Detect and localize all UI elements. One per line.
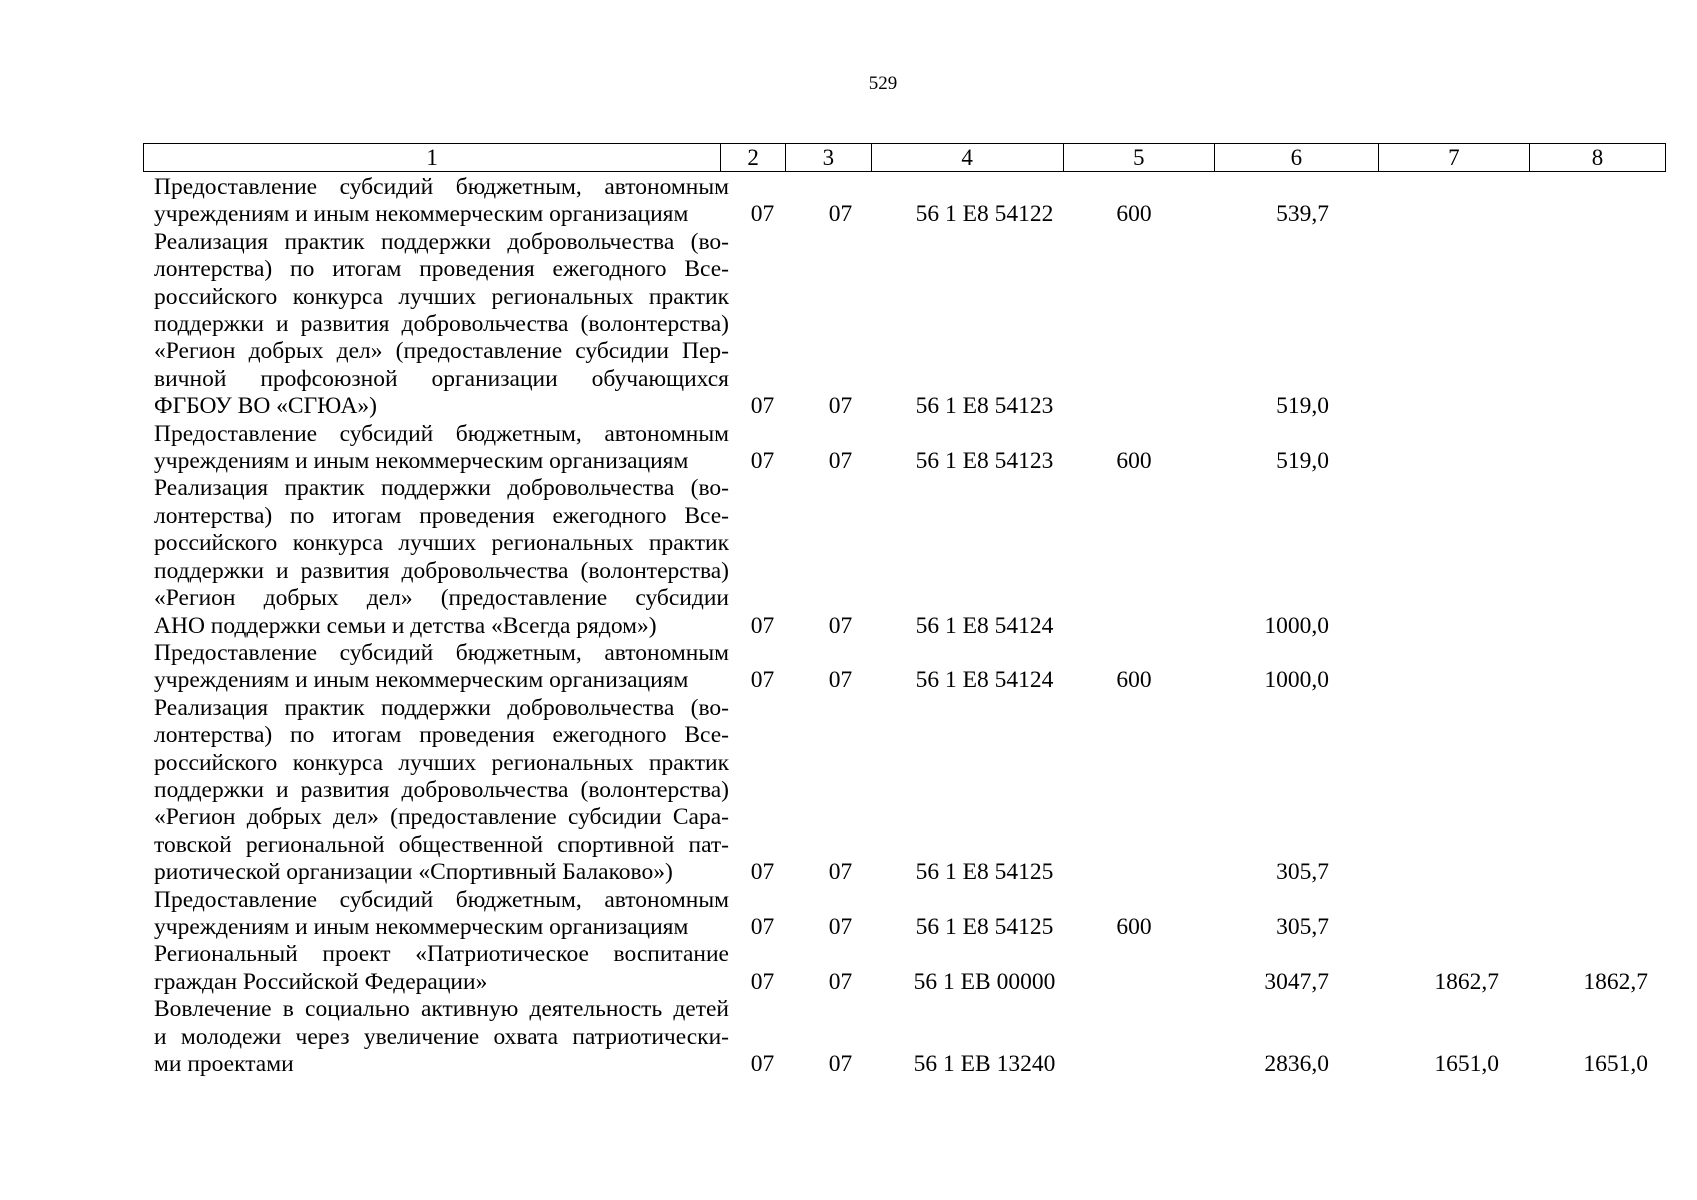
row-col-4: 56 1 E8 54123 xyxy=(915,448,1054,475)
header-col-4: 4 xyxy=(872,144,1064,171)
description-line: поддержки и развития добровольчества (волонтерства) xyxy=(154,557,729,584)
row-description xyxy=(143,887,729,942)
row-col-2: 07 xyxy=(750,913,775,940)
description-line: Реализация практик поддержки добровольчества (во- xyxy=(154,475,729,502)
description-line: Реализация практик поддержки добровольчества (во- xyxy=(154,228,729,255)
row-col-8: 1862,7 xyxy=(1583,968,1648,995)
description-line: Региональный проект «Патриотическое воспитание xyxy=(154,941,729,968)
table-row xyxy=(143,640,1666,695)
row-col-4: 56 1 E8 54124 xyxy=(915,612,1054,639)
row-col-5: 600 xyxy=(1116,913,1152,940)
row-col-4: 56 1 E8 54124 xyxy=(915,667,1054,694)
row-description xyxy=(143,229,729,421)
row-col-2: 07 xyxy=(750,667,775,694)
description-line: АНО поддержки семьи и детства «Всегда рядом») xyxy=(154,612,657,639)
description-line: лонтерства) по итогам проведения ежегодного Все- xyxy=(154,256,729,283)
table-body xyxy=(143,174,1666,1078)
description-line: российского конкурса лучших региональных практик xyxy=(154,283,729,310)
row-col-7: 1651,0 xyxy=(1434,1051,1499,1077)
row-col-2: 07 xyxy=(750,968,775,995)
row-col-2: 07 xyxy=(750,393,775,420)
table-row xyxy=(143,174,1666,229)
row-col-2: 07 xyxy=(750,612,775,639)
table-row xyxy=(143,695,1666,887)
table-row xyxy=(143,996,1666,1078)
row-col-2: 07 xyxy=(750,859,775,886)
description-line: Реализация практик поддержки добровольчества (во- xyxy=(154,694,729,721)
row-col-5: 600 xyxy=(1116,667,1152,694)
description-line: Предоставление субсидий бюджетным, автономным xyxy=(154,886,729,913)
row-col-3: 07 xyxy=(828,968,853,995)
row-col-3: 07 xyxy=(828,612,853,639)
header-col-6: 6 xyxy=(1215,144,1379,171)
row-description xyxy=(143,174,729,229)
row-col-4: 56 1 E8 54122 xyxy=(915,201,1054,228)
row-description xyxy=(143,475,729,639)
row-col-4: 56 1 EB 00000 xyxy=(913,968,1056,995)
description-line: вичной профсоюзной организации обучающихся xyxy=(154,365,729,392)
description-line: российского конкурса лучших региональных практик xyxy=(154,530,729,557)
description-line: поддержки и развития добровольчества (волонтерства) xyxy=(154,311,729,338)
row-col-4: 56 1 E8 54125 xyxy=(915,913,1054,940)
table-row xyxy=(143,941,1666,996)
description-line: «Регион добрых дел» (предоставление субсидии Пер- xyxy=(154,338,729,365)
row-col-8: 1651,0 xyxy=(1583,1051,1648,1077)
row-col-6: 1000,0 xyxy=(1264,612,1329,639)
description-line: Предоставление субсидий бюджетным, автономным xyxy=(154,420,729,447)
row-col-2: 07 xyxy=(750,448,775,475)
description-line: и молодежи через увеличение охвата патриотически- xyxy=(154,1023,729,1050)
table-row xyxy=(143,887,1666,942)
description-line: ми проектами xyxy=(154,1051,294,1077)
description-line: «Регион добрых дел» (предоставление субсидии Сара- xyxy=(154,804,729,831)
row-col-2: 07 xyxy=(750,201,775,228)
row-col-6: 305,7 xyxy=(1276,913,1329,940)
row-col-6: 2836,0 xyxy=(1264,1051,1329,1077)
description-line: Предоставление субсидий бюджетным, автономным xyxy=(154,174,729,200)
description-line: ФГБОУ ВО «СГЮА») xyxy=(154,393,377,420)
table-header xyxy=(143,143,1666,172)
description-line: учреждениям и иным некоммерческим организациям xyxy=(154,667,689,694)
description-line: учреждениям и иным некоммерческим организациям xyxy=(154,913,689,940)
row-description xyxy=(143,421,729,476)
description-line: учреждениям и иным некоммерческим организациям xyxy=(154,201,689,228)
description-line: российского конкурса лучших региональных практик xyxy=(154,749,729,776)
description-line: Вовлечение в социально активную деятельность детей xyxy=(154,996,729,1023)
row-col-5: 600 xyxy=(1116,201,1152,228)
row-col-6: 539,7 xyxy=(1276,201,1329,228)
description-line: «Регион добрых дел» (предоставление субсидии xyxy=(154,585,729,612)
header-col-1: 1 xyxy=(144,144,721,171)
row-col-4: 56 1 E8 54123 xyxy=(915,393,1054,420)
row-col-5: 600 xyxy=(1116,448,1152,475)
row-description xyxy=(143,695,729,887)
description-line: риотической организации «Спортивный Балаково») xyxy=(154,859,673,886)
description-line: лонтерства) по итогам проведения ежегодного Все- xyxy=(154,502,729,529)
row-col-3: 07 xyxy=(828,913,853,940)
row-col-6: 1000,0 xyxy=(1264,667,1329,694)
header-col-5: 5 xyxy=(1064,144,1215,171)
row-col-6: 305,7 xyxy=(1276,859,1329,886)
description-line: учреждениям и иным некоммерческим организациям xyxy=(154,448,689,475)
row-col-2: 07 xyxy=(750,1051,775,1077)
row-description xyxy=(143,996,729,1078)
description-line: граждан Российской Федерации» xyxy=(154,968,488,995)
description-line: поддержки и развития добровольчества (волонтерства) xyxy=(154,776,729,803)
row-col-6: 519,0 xyxy=(1276,393,1329,420)
header-col-3: 3 xyxy=(786,144,872,171)
row-col-3: 07 xyxy=(828,859,853,886)
row-description xyxy=(143,941,729,996)
table-row xyxy=(143,475,1666,639)
header-col-7: 7 xyxy=(1379,144,1530,171)
row-description xyxy=(143,640,729,695)
row-col-6: 519,0 xyxy=(1276,448,1329,475)
table-row xyxy=(143,229,1666,421)
description-line: Предоставление субсидий бюджетным, автономным xyxy=(154,639,729,666)
row-col-4: 56 1 E8 54125 xyxy=(915,859,1054,886)
header-col-2: 2 xyxy=(721,144,786,171)
row-col-3: 07 xyxy=(828,1051,853,1077)
row-col-6: 3047,7 xyxy=(1264,968,1329,995)
row-col-3: 07 xyxy=(828,393,853,420)
description-line: лонтерства) по итогам проведения ежегодного Все- xyxy=(154,722,729,749)
row-col-4: 56 1 EB 13240 xyxy=(913,1051,1056,1077)
page-number: 529 xyxy=(868,73,898,94)
header-col-8: 8 xyxy=(1591,145,1604,170)
table-row xyxy=(143,421,1666,476)
row-col-3: 07 xyxy=(828,201,853,228)
row-col-3: 07 xyxy=(828,448,853,475)
row-col-7: 1862,7 xyxy=(1434,968,1499,995)
description-line: товской региональной общественной спортивной пат- xyxy=(154,831,729,858)
row-col-3: 07 xyxy=(828,667,853,694)
